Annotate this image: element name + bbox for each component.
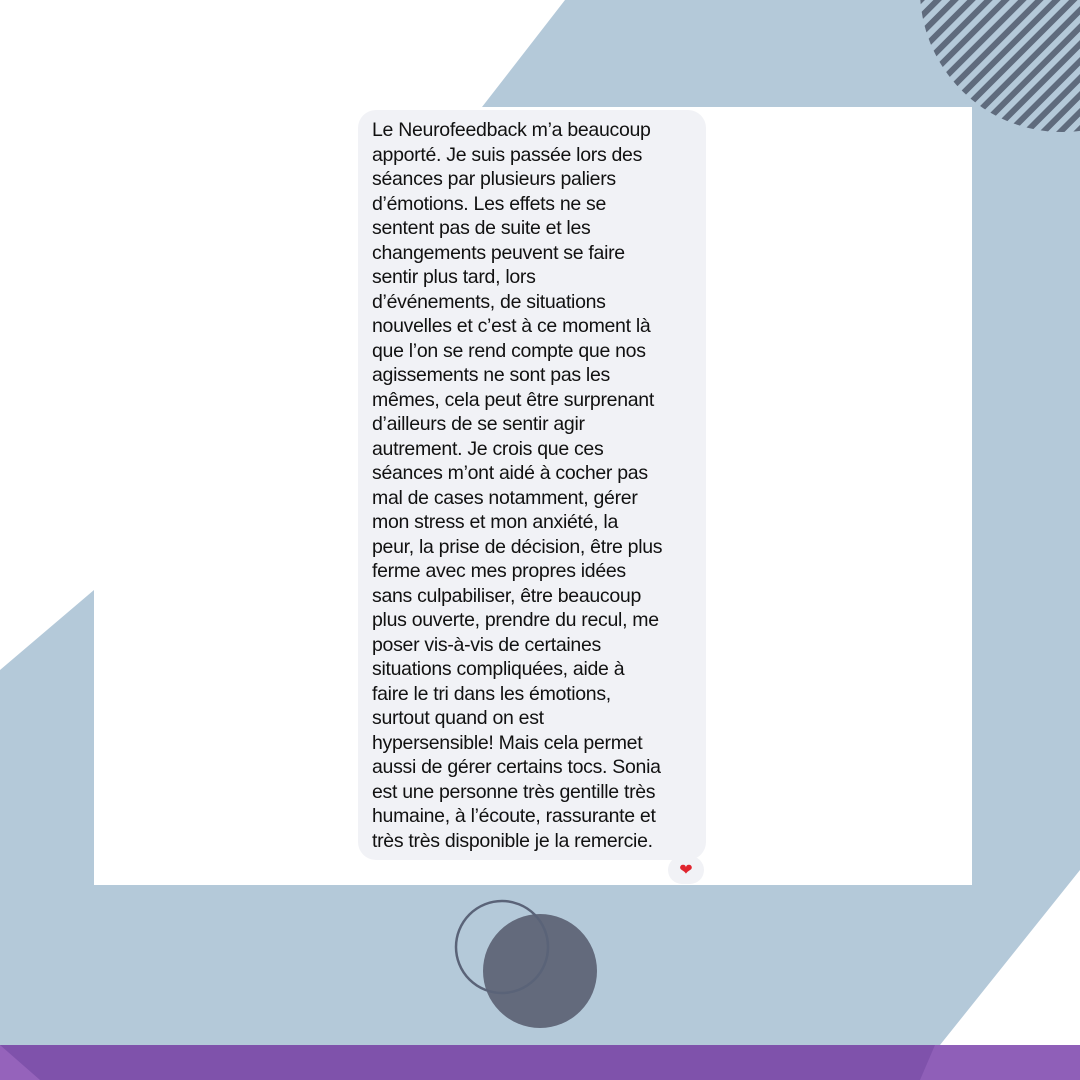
message-text-line: nouvelles et c’est à ce moment là <box>372 315 651 337</box>
message-text-line: ferme avec mes propres idées <box>372 560 626 582</box>
message-text-line: sans culpabiliser, être beaucoup <box>372 584 641 607</box>
message-text-line: peur, la prise de décision, être plus <box>372 535 663 558</box>
message-text-line: d’ailleurs de se sentir agir <box>372 413 585 435</box>
message-text-line: autrement. Je crois que ces <box>372 437 604 460</box>
message-text-line: séances m’ont aidé à cocher pas <box>372 462 648 484</box>
message-bubble <box>358 110 706 860</box>
message-text-line: plus ouverte, prendre du recul, me <box>372 609 659 631</box>
message-text-line: mon stress et mon anxiété, la <box>372 511 619 533</box>
message-text-line: très très disponible je la remercie. <box>372 829 653 852</box>
message-text-line: apporté. Je suis passée lors des <box>372 143 643 166</box>
message-text-line: mal de cases notamment, gérer <box>372 486 638 509</box>
message-text-line: situations compliquées, aide à <box>372 658 625 680</box>
message-text-line: d’événements, de situations <box>372 290 606 313</box>
purple-footer-accent-right <box>920 1045 1080 1080</box>
message-text-line: surtout quand on est <box>372 707 544 729</box>
message-text-line: agissements ne sont pas les <box>372 364 610 386</box>
message-text-line: est une personne très gentille très <box>372 780 656 803</box>
message-text-line: Le Neurofeedback m’a beaucoup <box>372 119 651 141</box>
message-text-line: sentent pas de suite et les <box>372 217 591 239</box>
message-text-line: humaine, à l’écoute, rassurante et <box>372 805 656 827</box>
message-text-line: d’émotions. Les effets ne se <box>372 192 607 215</box>
heart-icon: ❤ <box>679 862 693 879</box>
message-text-line: changements peuvent se faire <box>372 241 625 264</box>
message-text-line: sentir plus tard, lors <box>372 266 536 288</box>
message-text-line: mêmes, cela peut être surprenant <box>372 388 654 411</box>
message-text-line: séances par plusieurs paliers <box>372 168 616 190</box>
message-text-line: faire le tri dans les émotions, <box>372 682 611 705</box>
purple-footer-band <box>0 1045 1080 1080</box>
message-text-line: que l’on se rend compte que nos <box>372 339 646 362</box>
reaction-badge[interactable] <box>668 856 704 884</box>
message-text-line: hypersensible! Mais cela permet <box>372 731 643 754</box>
message-text-line: aussi de gérer certains tocs. Sonia <box>372 756 661 778</box>
message-text-line: poser vis-à-vis de certaines <box>372 633 601 656</box>
